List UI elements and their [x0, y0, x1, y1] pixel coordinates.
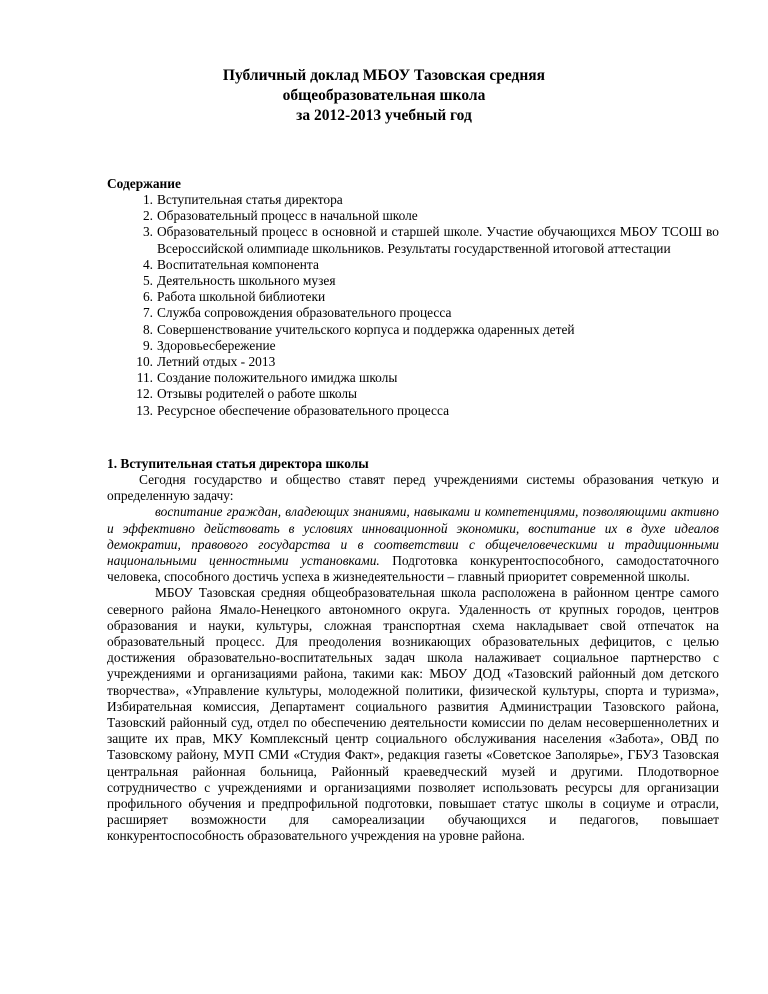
paragraph-goals-italic: воспитание граждан, владеющих знаниями, навыками и компетенциями, позволяющими активно и эффективно действовать в условиях инновационной экономики, воспитание их в духе идеалов демократии, правового государства и в соответствии с общечеловеческими и традиционными национальными ценностными установками.	[107, 504, 719, 569]
toc-item-text: Отзывы родителей о работе школы	[157, 386, 358, 402]
toc-item	[107, 305, 719, 321]
toc-item-text: Совершенствование учительского корпуса и поддержка одаренных детей	[157, 321, 575, 337]
toc-item	[107, 224, 719, 256]
title-line-1: Публичный доклад МБОУ Тазовская средняя	[222, 67, 546, 84]
toc-item-text: Служба сопровождения образовательного процесса	[157, 305, 452, 321]
toc-item	[107, 322, 719, 338]
toc-item	[107, 386, 719, 402]
toc-item	[107, 403, 719, 419]
paragraph-goals	[107, 504, 719, 585]
toc-item-number: 12.	[136, 386, 153, 402]
section-body	[107, 472, 719, 845]
toc-item-number: 1.	[142, 192, 153, 207]
toc-item-number: 2.	[142, 208, 153, 224]
toc-item-text: Ресурсное обеспечение образовательного процесса	[157, 402, 450, 418]
toc-item	[107, 273, 719, 289]
toc-heading: Содержание	[107, 176, 181, 191]
table-of-contents	[107, 192, 719, 419]
toc-item-number: 8.	[142, 321, 153, 337]
toc-item-number: 13.	[136, 402, 153, 418]
toc-item-text: Создание положительного имиджа школы	[157, 370, 398, 386]
toc-item-number: 9.	[142, 337, 153, 353]
paragraph-school: МБОУ Тазовская средняя общеобразовательная школа расположена в районном центре самого северного района Ямало-Ненецкого автономного округа. Удаленность от крупных городов, центров образования и науки, культуры, сложная транспортная схема накладывает свой отпечаток на образовательный процесс. Для преодоления возникающих образовательных дефицитов, с целью достижения образовательно-воспитательных задач школа налаживает социальное партнерство с учреждениями и организациями района, такими как: МБОУ ДОД «Тазовский районный дом детского творчества», «Управление культуры, молодежной политики, физической культуры, спорта и туризма», Избирательная комиссия, Департамент социального развития Администрации Тазовского района, Тазовский районный суд, отдел по обеспечению деятельности комиссии по делам несовершеннолетних и защите их прав, МКУ Комплексный центр социального обслуживания населения «Забота», ОВД по Тазовскому району, МУП СМИ «Студия Факт», редакция газеты «Советское Заполярье», ГБУЗ Тазовская центральная районная больница, Районный краеведческий музей и другими. Плодотворное сотрудничество с учреждениями и организациями позволяет использовать ресурсы для организации профильного обучения и предпрофильной подготовки, повышает статус школы в социуме и отрасли, расширяет возможности для самореализации обучающихся и педагогов, повышает конкурентоспособность образовательного учреждения на уровне района.	[107, 585, 719, 844]
toc-item-text: Летний отдых - 2013	[157, 354, 276, 370]
document-title	[0, 66, 768, 126]
toc-item	[107, 338, 719, 354]
toc-item-number: 4.	[142, 256, 153, 272]
section-heading: 1. Вступительная статья директора школы	[107, 456, 369, 471]
toc-item-text: Деятельность школьного музея	[157, 273, 336, 289]
toc-item-number: 5.	[142, 273, 153, 289]
toc-item-number: 10.	[136, 354, 153, 370]
toc-item	[107, 208, 719, 224]
toc-item-text: Образовательный процесс в основной и старшей школе. Участие обучающихся МБОУ ТСОШ во Всероссийской олимпиаде школьников. Результаты государственной итоговой аттестации	[157, 224, 719, 256]
toc-item	[107, 370, 719, 386]
toc-item-number: 6.	[142, 289, 153, 305]
paragraph-intro: Сегодня государство и общество ставят перед учреждениями системы образования четкую и определенную задачу:	[107, 472, 719, 504]
toc-item-number: 11.	[136, 370, 153, 386]
toc-item	[107, 192, 719, 208]
title-line-2: общеобразовательная школа	[282, 87, 486, 104]
toc-item-text: Воспитательная компонента	[157, 256, 319, 272]
title-line-3: за 2012-2013 учебный год	[296, 107, 472, 124]
paragraph-goals-rest: Подготовка конкурентоспособного, самодостаточного человека, способного достичь успеха в жизнедеятельности – главный приоритет современной школы.	[107, 553, 719, 585]
toc-item-text: Работа школьной библиотеки	[157, 289, 326, 305]
toc-item	[107, 289, 719, 305]
toc-item-number: 7.	[142, 305, 153, 321]
toc-item-text: Образовательный процесс в начальной школе	[157, 208, 418, 224]
toc-item-text: Здоровьесбережение	[157, 337, 276, 353]
toc-item	[107, 257, 719, 273]
toc-item	[107, 354, 719, 370]
toc-item-text: Вступительная статья директора	[157, 192, 343, 207]
toc-item-number: 3.	[142, 224, 153, 240]
